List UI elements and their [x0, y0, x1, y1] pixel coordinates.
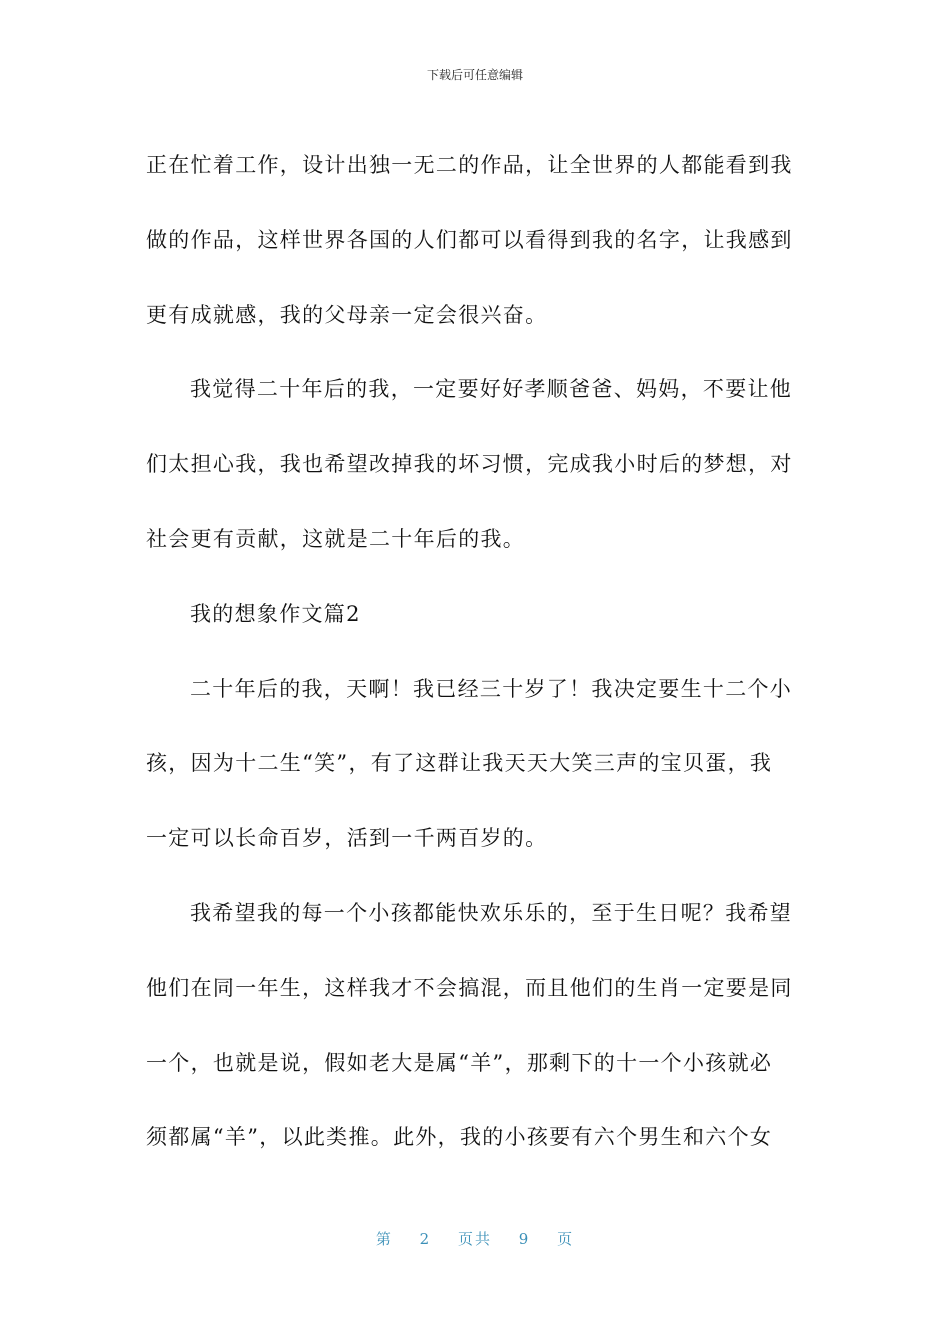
footer-suffix: 页 [557, 1230, 575, 1248]
text-line: 做的作品，这样世界各国的人们都可以看得到我的名字，让我感到 [146, 227, 793, 252]
document-body [146, 128, 806, 1175]
current-page-number: 2 [419, 1230, 432, 1248]
paragraph-start-line: 我觉得二十年后的我，一定要好好孝顺爸爸、妈妈，不要让他 [190, 377, 793, 402]
footer-prefix: 第 [375, 1230, 393, 1248]
text-line: 孩，因为十二生“笑”，有了这群让我天天大笑三声的宝贝蛋，我 [146, 751, 773, 776]
text-line: 一定可以长命百岁，活到一千两百岁的。 [146, 826, 548, 851]
text-line: 他们在同一年生，这样我才不会搞混，而且他们的生肖一定要是同 [146, 975, 793, 1000]
text-line: 一个，也就是说，假如老大是属“羊”，那剩下的十一个小孩就必 [146, 1050, 773, 1075]
total-page-number: 9 [518, 1230, 531, 1248]
text-line: 正在忙着工作，设计出独一无二的作品，让全世界的人都能看到我 [146, 153, 793, 177]
text-line: 更有成就感，我的父母亲一定会很兴奋。 [146, 302, 548, 327]
text-line: 们太担心我，我也希望改掉我的坏习惯，完成我小时后的梦想，对 [146, 452, 793, 477]
page-header: 下载后可任意编辑 [426, 68, 523, 82]
text-line: 社会更有贡献，这就是二十年后的我。 [146, 526, 526, 551]
page-footer [0, 1228, 950, 1249]
section-heading: 我的想象作文篇2 [190, 601, 361, 626]
text-line: 须都属“羊”，以此类推。此外，我的小孩要有六个男生和六个女 [146, 1125, 773, 1150]
paragraph-start-line: 我希望我的每一个小孩都能快欢乐乐的，至于生日呢？我希望 [190, 900, 793, 925]
footer-middle: 页共 [457, 1230, 492, 1248]
paragraph-start-line: 二十年后的我，天啊！我已经三十岁了！我决定要生十二个小 [190, 676, 793, 701]
